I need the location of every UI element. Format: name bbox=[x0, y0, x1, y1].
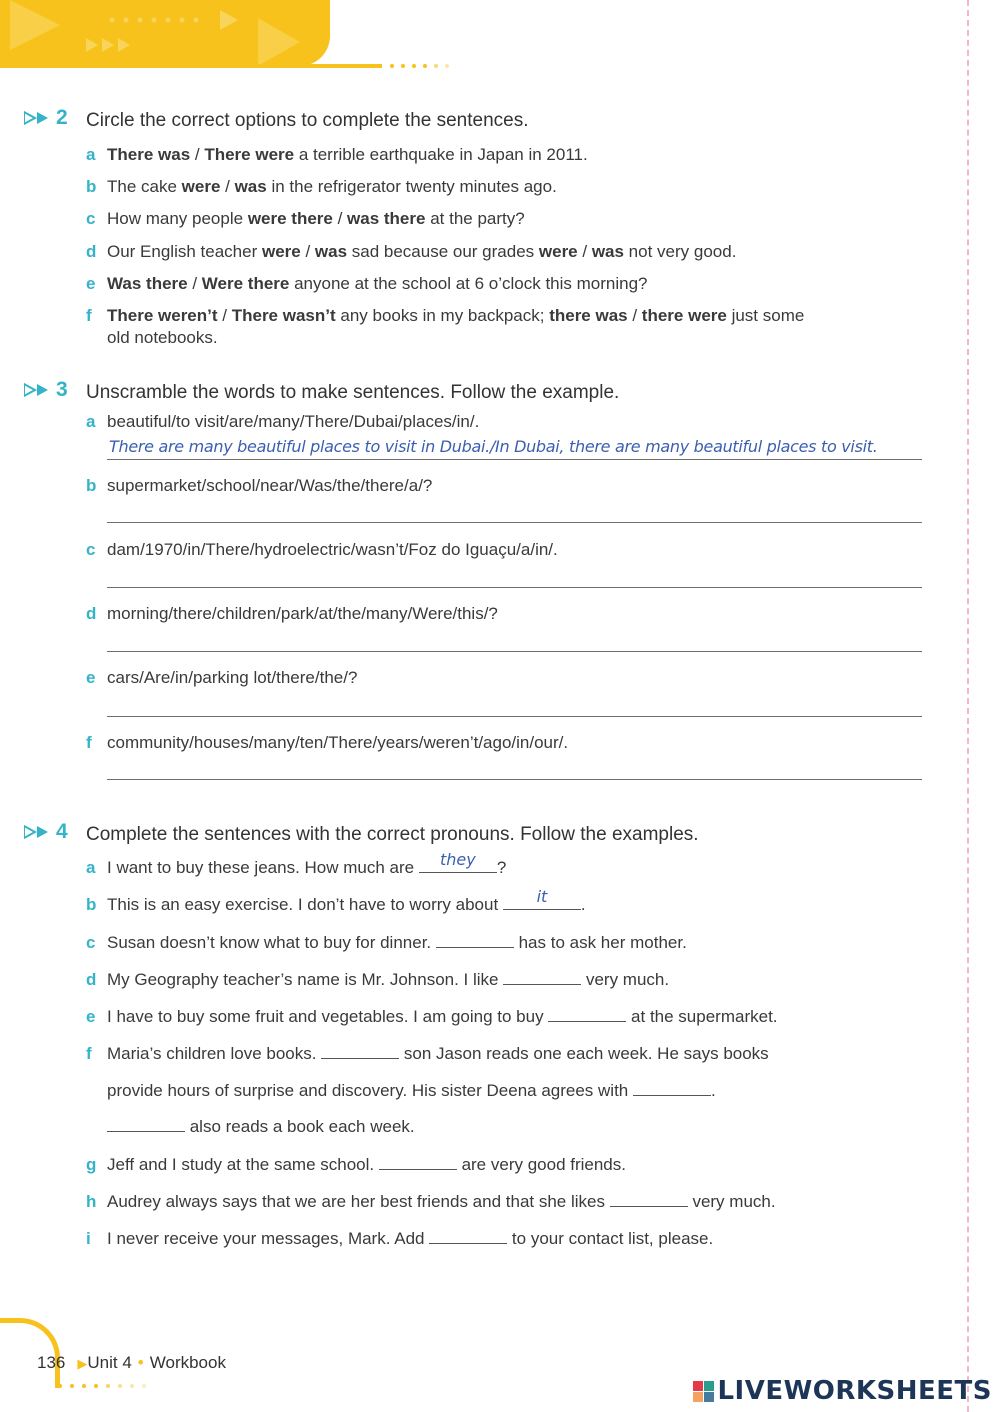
sentence-text: provide hours of surprise and discovery. His sister Deena agrees with bbox=[107, 1081, 633, 1100]
pronoun-blank[interactable] bbox=[321, 1045, 399, 1059]
exercise-2-instruction: Circle the correct options to complete the sentences. bbox=[86, 110, 529, 131]
pronoun-blank[interactable] bbox=[436, 934, 514, 948]
exercise-4-number: 4 bbox=[56, 820, 68, 843]
scrambled-words: dam/1970/in/There/hydroelectric/wasn’t/Foz do Iguaçu/a/in/. bbox=[107, 540, 558, 559]
pronoun-blank[interactable] bbox=[419, 850, 497, 873]
ex2-item-d bbox=[86, 241, 926, 263]
sentence-text: sad because our grades bbox=[347, 242, 539, 261]
pronoun-blank[interactable] bbox=[548, 1008, 626, 1022]
option-separator: / bbox=[627, 306, 642, 325]
page-footer bbox=[37, 1353, 226, 1373]
exercise-4-number-badge bbox=[24, 820, 86, 844]
item-letter: g bbox=[86, 1155, 97, 1174]
sentence-text: Susan doesn’t know what to buy for dinner. bbox=[107, 933, 436, 952]
option-separator: / bbox=[577, 242, 592, 261]
header-dotted-line bbox=[0, 63, 450, 71]
pronoun-blank[interactable] bbox=[429, 1230, 507, 1244]
sentence-text: to your contact list, please. bbox=[507, 1229, 714, 1248]
sentence-text: How many people bbox=[107, 209, 248, 228]
sentence-text: This is an easy exercise. I don’t have to worry about bbox=[107, 895, 503, 914]
pronoun-blank[interactable] bbox=[503, 887, 581, 910]
example-answer: There are many beautiful places to visit in Dubai./In Dubai, there are many beautiful places to visit. bbox=[109, 437, 878, 456]
item-letter: d bbox=[86, 604, 97, 623]
sentence-text: has to ask her mother. bbox=[513, 933, 687, 952]
item-letter: d bbox=[86, 242, 97, 261]
answer-line-c[interactable] bbox=[107, 587, 922, 588]
sentence-text: very much. bbox=[581, 970, 670, 989]
ex3-item-b bbox=[86, 475, 926, 497]
scrambled-words: community/houses/many/ten/There/years/weren’t/ago/in/our/. bbox=[107, 733, 569, 752]
sentence-text: I want to buy these jeans. How much are bbox=[107, 858, 419, 877]
ex4-item-g bbox=[86, 1154, 926, 1176]
pronoun-blank[interactable] bbox=[503, 971, 581, 985]
ex4-item-e bbox=[86, 1006, 926, 1028]
sentence-text-line-2: old notebooks. bbox=[107, 328, 218, 347]
ex2-item-b bbox=[86, 176, 926, 198]
separator-dot: • bbox=[137, 1353, 144, 1372]
item-letter: c bbox=[86, 540, 96, 559]
ex2-item-e bbox=[86, 273, 926, 295]
option-2[interactable]: was there bbox=[347, 209, 426, 228]
answer-line-d[interactable] bbox=[107, 651, 922, 652]
option-1[interactable]: were there bbox=[247, 209, 333, 228]
item-letter: a bbox=[86, 858, 96, 877]
ex2-item-f bbox=[86, 305, 926, 349]
answer-line-b[interactable] bbox=[107, 522, 922, 523]
ex4-item-a bbox=[86, 850, 926, 879]
option-4[interactable]: was bbox=[591, 242, 624, 261]
liveworksheets-logo bbox=[693, 1376, 992, 1406]
example-answer: they bbox=[439, 850, 476, 869]
exercise-3-heading bbox=[24, 378, 619, 404]
ex3-item-d bbox=[86, 603, 926, 625]
ex4-item-d bbox=[86, 969, 926, 991]
margin-dashed-line bbox=[967, 0, 969, 1412]
double-arrow-icon bbox=[24, 382, 54, 398]
sentence-text: very much. bbox=[687, 1192, 776, 1211]
item-letter: a bbox=[86, 145, 96, 164]
pronoun-blank[interactable] bbox=[633, 1082, 711, 1096]
sentence-text: ? bbox=[496, 858, 507, 877]
footer-dotted-line bbox=[0, 1383, 160, 1389]
item-letter: c bbox=[86, 933, 96, 952]
item-letter: f bbox=[86, 733, 92, 752]
item-letter: e bbox=[86, 1007, 96, 1026]
item-letter: a bbox=[86, 412, 96, 431]
item-letter: e bbox=[86, 668, 96, 687]
sentence-text: a terrible earthquake in Japan in 2011. bbox=[294, 145, 588, 164]
sentence-text: Jeff and I study at the same school. bbox=[107, 1155, 379, 1174]
pronoun-blank[interactable] bbox=[107, 1118, 185, 1132]
sentence-text: any books in my backpack; bbox=[335, 306, 550, 325]
ex4-item-h bbox=[86, 1191, 926, 1213]
exercise-2-number-badge bbox=[24, 106, 86, 130]
scrambled-words: beautiful/to visit/are/many/There/Dubai/places/in/. bbox=[107, 412, 480, 431]
scrambled-words: morning/there/children/park/at/the/many/Were/this/? bbox=[107, 604, 498, 623]
sentence-text: son Jason reads one each week. He says books bbox=[399, 1044, 769, 1063]
pronoun-blank[interactable] bbox=[610, 1193, 688, 1207]
logo-squares-icon bbox=[693, 1381, 714, 1402]
exercise-3-instruction: Unscramble the words to make sentences. Follow the example. bbox=[86, 382, 620, 403]
double-arrow-icon bbox=[24, 110, 54, 126]
ex4-item-c bbox=[86, 932, 926, 954]
ex3-item-a bbox=[86, 411, 926, 433]
answer-line-f[interactable] bbox=[107, 779, 922, 780]
item-letter: e bbox=[86, 274, 96, 293]
sentence-text: just some bbox=[726, 306, 805, 325]
item-letter: b bbox=[86, 895, 97, 914]
item-letter: b bbox=[86, 476, 97, 495]
item-letter: f bbox=[86, 306, 92, 325]
sentence-text: at the party? bbox=[425, 209, 525, 228]
option-2[interactable]: There were bbox=[204, 145, 295, 164]
ex3-item-c bbox=[86, 539, 926, 561]
option-separator: / bbox=[217, 306, 232, 325]
option-1[interactable]: were bbox=[261, 242, 301, 261]
sentence-text: My Geography teacher’s name is Mr. Johnson. I like bbox=[107, 970, 504, 989]
double-arrow-icon bbox=[24, 824, 54, 840]
scrambled-words: supermarket/school/near/Was/the/there/a/? bbox=[107, 476, 433, 495]
option-2[interactable]: There wasn’t bbox=[231, 306, 336, 325]
sentence-text: . bbox=[580, 895, 586, 914]
sentence-text: Our English teacher bbox=[107, 242, 262, 261]
option-4[interactable]: there were bbox=[641, 306, 727, 325]
option-separator: / bbox=[300, 242, 315, 261]
item-letter: h bbox=[86, 1192, 97, 1211]
item-letter: b bbox=[86, 177, 97, 196]
arrow-icon: ▶ bbox=[77, 1356, 88, 1371]
ex2-item-a bbox=[86, 144, 926, 166]
ex4-item-b bbox=[86, 887, 926, 916]
exercise-4-heading bbox=[24, 820, 699, 846]
option-1[interactable]: Was there bbox=[107, 274, 188, 293]
header-tab bbox=[0, 0, 330, 66]
ex3-item-e bbox=[86, 667, 926, 689]
option-2[interactable]: was bbox=[314, 242, 348, 261]
option-2[interactable]: was bbox=[234, 177, 267, 196]
option-3[interactable]: there was bbox=[549, 306, 628, 325]
answer-line-e[interactable] bbox=[107, 716, 922, 717]
example-answer: it bbox=[536, 887, 548, 906]
sentence-text: not very good. bbox=[623, 242, 737, 261]
sentence-text: Maria’s children love books. bbox=[107, 1044, 322, 1063]
option-1[interactable]: were bbox=[181, 177, 221, 196]
arrow-pattern-icon bbox=[0, 0, 330, 66]
ex4-item-i bbox=[86, 1228, 926, 1250]
exercise-4-instruction: Complete the sentences with the correct pronouns. Follow the examples. bbox=[86, 824, 699, 845]
exercise-3-number-badge bbox=[24, 378, 86, 402]
ex4-item-f bbox=[86, 1043, 926, 1138]
exercise-3-number: 3 bbox=[56, 378, 68, 401]
brand-name: LIVEWORKSHEETS bbox=[717, 1376, 992, 1406]
sentence-text: . bbox=[710, 1081, 716, 1100]
item-letter: i bbox=[86, 1229, 91, 1248]
option-1[interactable]: There weren’t bbox=[107, 306, 218, 325]
option-separator: / bbox=[332, 209, 348, 228]
sentence-text: at the supermarket. bbox=[626, 1007, 778, 1026]
sentence-text: also reads a book each week. bbox=[185, 1117, 415, 1136]
ex3-item-f bbox=[86, 732, 926, 754]
option-separator: / bbox=[190, 145, 205, 164]
exercise-2-heading bbox=[24, 106, 529, 132]
sentence-text: are very good friends. bbox=[456, 1155, 626, 1174]
book-label: Workbook bbox=[149, 1353, 226, 1372]
exercise-2-number: 2 bbox=[56, 106, 68, 129]
option-separator: / bbox=[187, 274, 202, 293]
sentence-text: Audrey always says that we are her best friends and that she likes bbox=[107, 1192, 610, 1211]
sentence-text: anyone at the school at 6 o’clock this morning? bbox=[289, 274, 648, 293]
sentence-text: in the refrigerator twenty minutes ago. bbox=[266, 177, 557, 196]
sentence-text: The cake bbox=[107, 177, 182, 196]
option-1[interactable]: There was bbox=[107, 145, 191, 164]
option-separator: / bbox=[220, 177, 235, 196]
item-letter: c bbox=[86, 209, 96, 228]
unit-label: Unit 4 bbox=[87, 1353, 132, 1372]
page-number: 136 bbox=[37, 1353, 66, 1372]
pronoun-blank[interactable] bbox=[379, 1156, 457, 1170]
ex2-item-c bbox=[86, 208, 926, 230]
sentence-text: I have to buy some fruit and vegetables. I am going to buy bbox=[107, 1007, 549, 1026]
item-letter: f bbox=[86, 1044, 92, 1063]
option-2[interactable]: Were there bbox=[201, 274, 290, 293]
answer-line-a[interactable] bbox=[107, 459, 922, 460]
sentence-text: I never receive your messages, Mark. Add bbox=[107, 1229, 430, 1248]
scrambled-words: cars/Are/in/parking lot/there/the/? bbox=[107, 668, 358, 687]
option-3[interactable]: were bbox=[538, 242, 578, 261]
item-letter: d bbox=[86, 970, 97, 989]
